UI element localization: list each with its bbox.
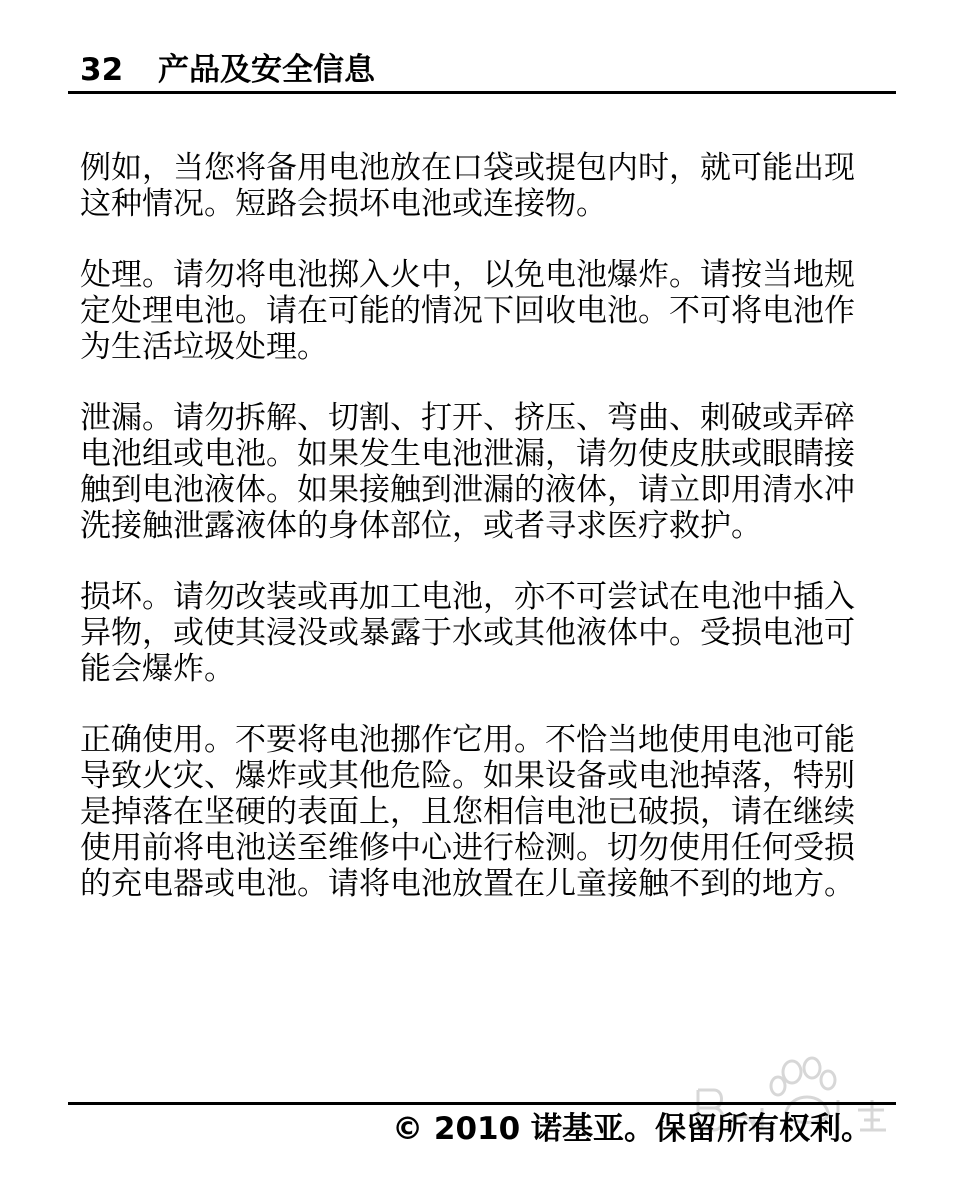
page-header	[80, 52, 375, 88]
body-content	[80, 150, 880, 937]
paragraph-damage: 损坏。请勿改装或再加工电池，亦不可尝试在电池中插入异物，或使其浸没或暴露于水或其他液体中。受损电池可能会爆炸。	[80, 579, 855, 687]
page-title: 产品及安全信息	[158, 52, 375, 88]
paragraph-short-circuit: 例如，当您将备用电池放在口袋或提包内时，就可能出现这种情况。短路会损坏电池或连接物。	[80, 150, 855, 222]
paragraph-disposal: 处理。请勿将电池掷入火中，以免电池爆炸。请按当地规定处理电池。请在可能的情况下回收电池。不可将电池作为生活垃圾处理。	[80, 257, 855, 365]
paragraph-leakage: 泄漏。请勿拆解、切割、打开、挤压、弯曲、刺破或弄碎电池组或电池。如果发生电池泄漏，请勿使皮肤或眼睛接触到电池液体。如果接触到泄漏的液体，请立即用清水冲洗接触泄露液体的身体部位，或者寻求医疗救护。	[80, 400, 855, 544]
page-number: 32	[80, 52, 124, 88]
copyright-notice: © 2010 诺基亚。保留所有权利。	[392, 1111, 872, 1147]
paragraph-correct-use: 正确使用。不要将电池挪作它用。不恰当地使用电池可能导致火灾、爆炸或其他危险。如果设备或电池掉落，特别是掉落在坚硬的表面上，且您相信电池已破损，请在继续使用前将电池送至维修中心进行检测。切勿使用任何受损的充电器或电池。请将电池放置在儿童接触不到的地方。	[80, 722, 855, 902]
header-divider	[68, 91, 896, 94]
footer-divider	[68, 1102, 896, 1105]
